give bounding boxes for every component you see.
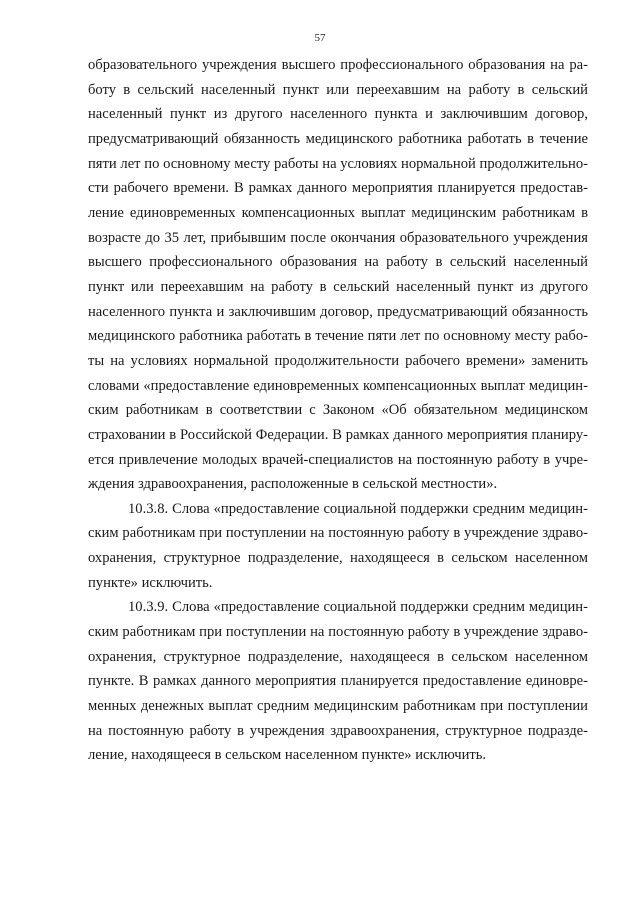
paragraph-continued: образовательного учреждения высшего профессионального образования на работу в сельский населенный пункт или переехавшим на работу в сельский населенный пункт из другого населенного пункта и заключившим договор, предусматривающий обязанность медицинского работника работать в течение пяти лет по основному месту работы на условиях нормальной продолжительности рабочего времени. В рамках данного мероприятия планируется предоставление единовременных компенсационных выплат медицинским работникам в возрасте до 35 лет, прибывшим после окончания образовательного учреждения высшего профессионального образования на работу в сельский населенный пункт или переехавшим на работу в сельский населенный пункт из другого населенного пункта и заключившим договор, предусматривающий обязанность медицинского работника работать в течение пяти лет по основному месту работы на условиях нормальной продолжительности рабочего времени» заменить словами «предоставление единовременных компенсационных выплат медицинским работникам в соответствии с Законом «Об обязательном медицинском страховании в Российской Федерации. В рамках данного мероприятия планируется привлечение молодых врачей-специалистов на постоянную работу в учреждения здравоохранения, расположенные в сельской местности». xyxy=(88,57,588,493)
paragraph-10-3-8: 10.3.8. Слова «предоставление социальной поддержки средним медицинским работникам при поступлении на постоянную работу в учреждение здравоохранения, структурное подразделение, находящееся в сельском населенном пункте» исключить. xyxy=(88,500,588,591)
page-number: 57 xyxy=(314,32,326,44)
paragraph-10-3-9: 10.3.9. Слова «предоставление социальной поддержки средним медицинским работникам при поступлении на постоянную работу в учреждение здравоохранения, структурное подразделение, находящееся в сельском населенном пункте. В рамках данного мероприятия планируется предоставление единовременных денежных выплат средним медицинским работникам при поступлении на постоянную работу в учреждения здравоохранения, структурное подразделение, находящееся в сельском населенном пункте» исключить. xyxy=(88,599,588,764)
document-body xyxy=(88,53,588,768)
